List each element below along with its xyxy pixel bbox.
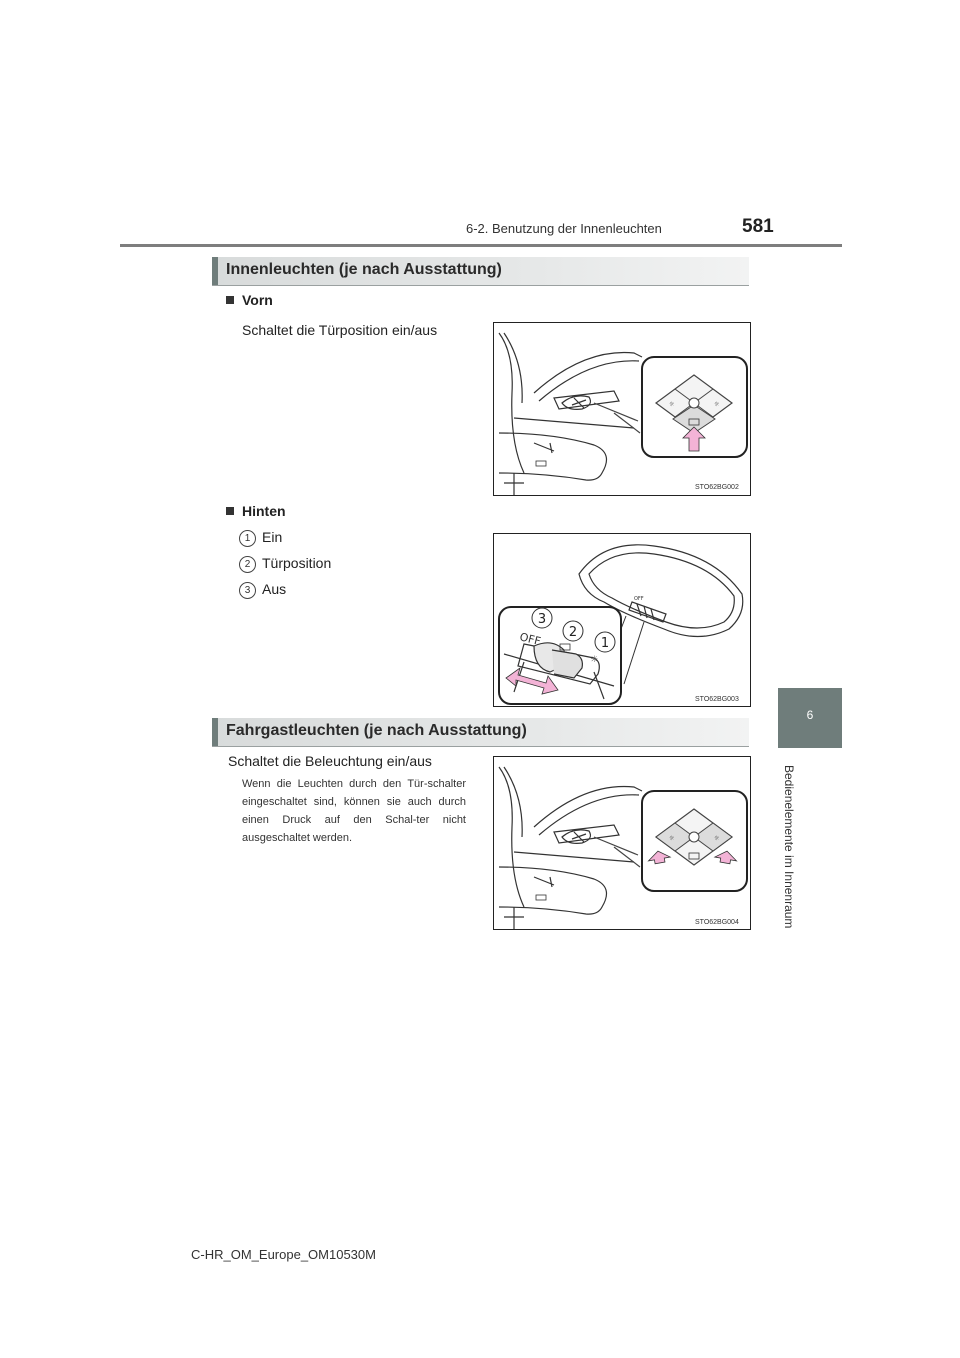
page-number: 581 xyxy=(742,216,774,237)
rear-item-label: Ein xyxy=(262,529,283,545)
passenger-note: Wenn die Leuchten durch den Tür-schalter eingeschaltet sind, können sie auch durch einen Druck auf den Schal-ter nicht ausgeschaltet werden. xyxy=(242,778,466,844)
figure-label-off-small: OFF xyxy=(634,596,644,602)
rear-item-label: Türposition xyxy=(262,555,332,571)
figure-front-lamp xyxy=(493,322,751,496)
subheading-front-label: Vorn xyxy=(242,292,273,308)
figure-code: STO62BG004 xyxy=(695,919,739,926)
callout-1: 1 xyxy=(600,636,610,651)
sun-icon: ☼ xyxy=(590,655,599,665)
figure-label-off: OFF xyxy=(518,630,543,649)
header-rule xyxy=(120,244,842,247)
callout-3: 3 xyxy=(537,612,547,627)
number-badge: 1 xyxy=(239,530,256,547)
subheading-rear xyxy=(226,503,286,519)
subheading-front xyxy=(226,292,273,308)
chapter-number: 6 xyxy=(806,708,814,722)
passenger-description: Schaltet die Beleuchtung ein/aus xyxy=(228,753,432,769)
square-bullet-icon xyxy=(226,507,234,515)
number-badge: 3 xyxy=(239,582,256,599)
figure-code: STO62BG003 xyxy=(695,696,739,703)
section-heading-interior-lights xyxy=(212,257,749,286)
figure-passenger-lamps xyxy=(493,756,751,930)
figure-rear-lamp xyxy=(493,533,751,707)
section-heading-passenger-lights xyxy=(212,718,749,747)
document-id: C-HR_OM_Europe_OM10530M xyxy=(191,1247,376,1262)
svg-text:☼: ☼ xyxy=(669,835,675,842)
section-title: Fahrgastleuchten (je nach Ausstattung) xyxy=(226,722,527,739)
chapter-title: Bedienelemente im Innenraum xyxy=(782,765,796,929)
subheading-rear-label: Hinten xyxy=(242,503,286,519)
rear-item-1 xyxy=(239,529,282,547)
section-marker xyxy=(212,257,218,285)
chapter-title-vertical xyxy=(782,765,802,945)
section-marker xyxy=(212,718,218,746)
square-bullet-icon xyxy=(226,296,234,304)
rear-item-2 xyxy=(239,555,331,573)
figure-code: STO62BG002 xyxy=(695,484,739,491)
svg-text:☼: ☼ xyxy=(714,401,720,408)
section-title: Innenleuchten (je nach Ausstattung) xyxy=(226,261,502,278)
callout-2: 2 xyxy=(568,625,578,640)
svg-text:☼: ☼ xyxy=(714,835,720,842)
number-badge: 2 xyxy=(239,556,256,573)
front-description: Schaltet die Türposition ein/aus xyxy=(242,322,438,338)
rear-item-label: Aus xyxy=(262,581,287,597)
header-section-title: 6-2. Benutzung der Innenleuchten xyxy=(466,221,662,236)
svg-text:☼: ☼ xyxy=(669,401,675,408)
rear-item-3 xyxy=(239,581,286,599)
